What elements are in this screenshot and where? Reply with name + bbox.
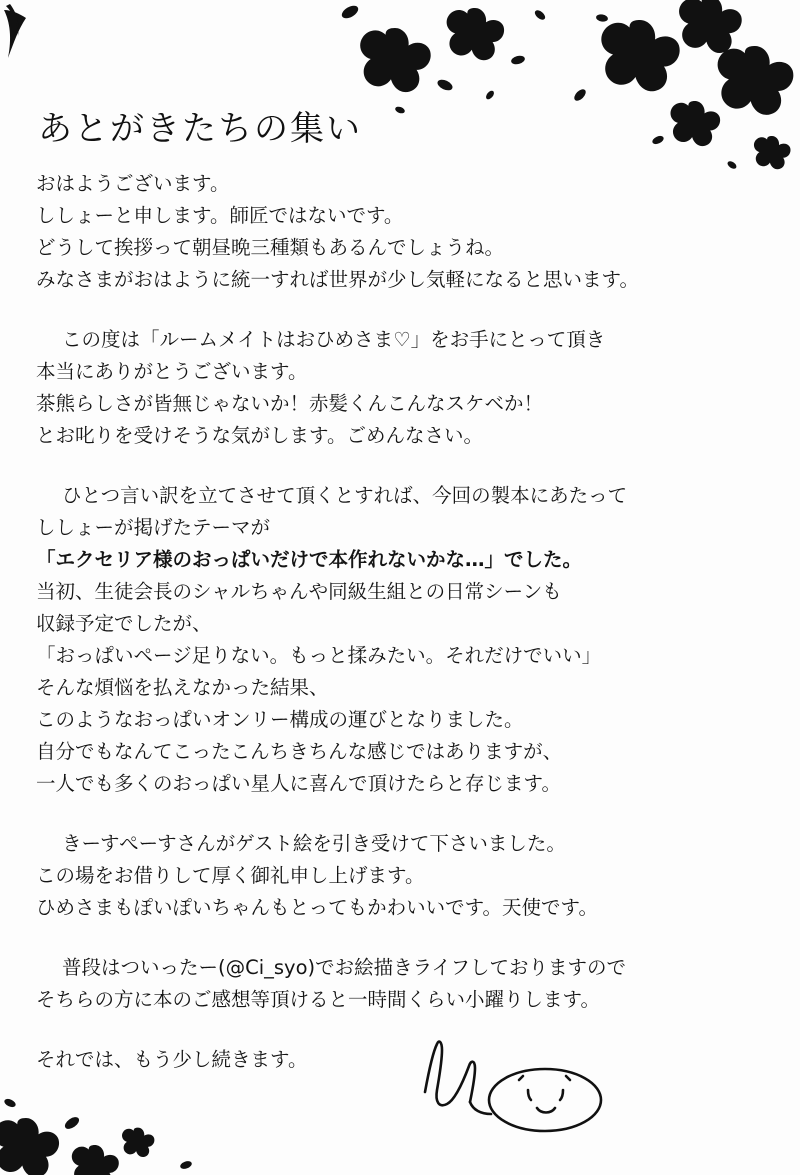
text-line: この場をお借りして厚く御礼申し上げます。: [36, 864, 425, 887]
paragraph-twitter: [36, 952, 736, 1016]
sakura-petal-decoration-top-left: [0, 0, 90, 90]
artist-signature-doodle: [415, 1030, 645, 1140]
text-line: ひとつ言い訳を立てさせて頂くとすれば、今回の製本にあたって: [62, 484, 628, 507]
text-line: 普段はついったー(@Ci_syo)でお絵描きライフしておりますので: [62, 956, 626, 979]
sakura-flowers-decoration-top-right: [340, 0, 800, 185]
text-line: 「おっぱいページ足りない。もっと揉みたい。それだけでいい」: [36, 644, 602, 667]
text-line: 自分でもなんてこったこんちきちんな感じではありますが、: [36, 740, 563, 763]
text-line: 本当にありがとうございます。: [36, 360, 308, 383]
text-line: この度は「ルームメイトはおひめさま♡」をお手にとって頂き: [62, 328, 606, 351]
text-line: それでは、もう少し続きます。: [36, 1048, 308, 1071]
text-line: そんな煩悩を払えなかった結果、: [36, 676, 329, 699]
paragraph-greeting: [36, 168, 736, 296]
text-line: 一人でも多くのおっぱい星人に喜んで頂けたらと存じます。: [36, 772, 561, 795]
text-line: ししょーが掲げたテーマが: [36, 516, 271, 539]
page-title: あとがきたちの集い: [38, 108, 362, 149]
text-line: どうして挨拶って朝昼晩三種類もあるんでしょうね。: [36, 236, 505, 259]
afterword-body: [36, 168, 736, 1076]
text-line: このようなおっぱいオンリー構成の運びとなりました。: [36, 708, 524, 731]
paragraph-thanks: [36, 324, 736, 452]
text-line: きーすぺーすさんがゲスト絵を引き受けて下さいました。: [62, 832, 566, 855]
text-line: みなさまがおはように統一すれば世界が少し気軽になると思います。: [36, 268, 639, 291]
text-line-emphasis: 「エクセリア様のおっぱいだけで本作れないかな…」でした。: [36, 548, 583, 571]
text-line: 茶熊らしさが皆無じゃないか！赤髪くんこんなスケベか！: [36, 392, 544, 415]
text-line: おはようございます。: [36, 172, 230, 195]
text-line: ししょーと申します。師匠ではないです。: [36, 204, 404, 227]
text-line: 当初、生徒会長のシャルちゃんや同級生組との日常シーンも: [36, 580, 562, 603]
text-line: 収録予定でしたが、: [36, 612, 212, 635]
text-line: そちらの方に本のご感想等頂けると一時間くらい小躍りします。: [36, 988, 600, 1011]
text-line: ひめさまもぽいぽいちゃんもとってもかわいいです。天使です。: [36, 896, 598, 919]
paragraph-guest: [36, 828, 736, 924]
paragraph-excuse: [36, 480, 736, 800]
text-line: とお叱りを受けそうな気がします。ごめんなさい。: [36, 424, 483, 447]
